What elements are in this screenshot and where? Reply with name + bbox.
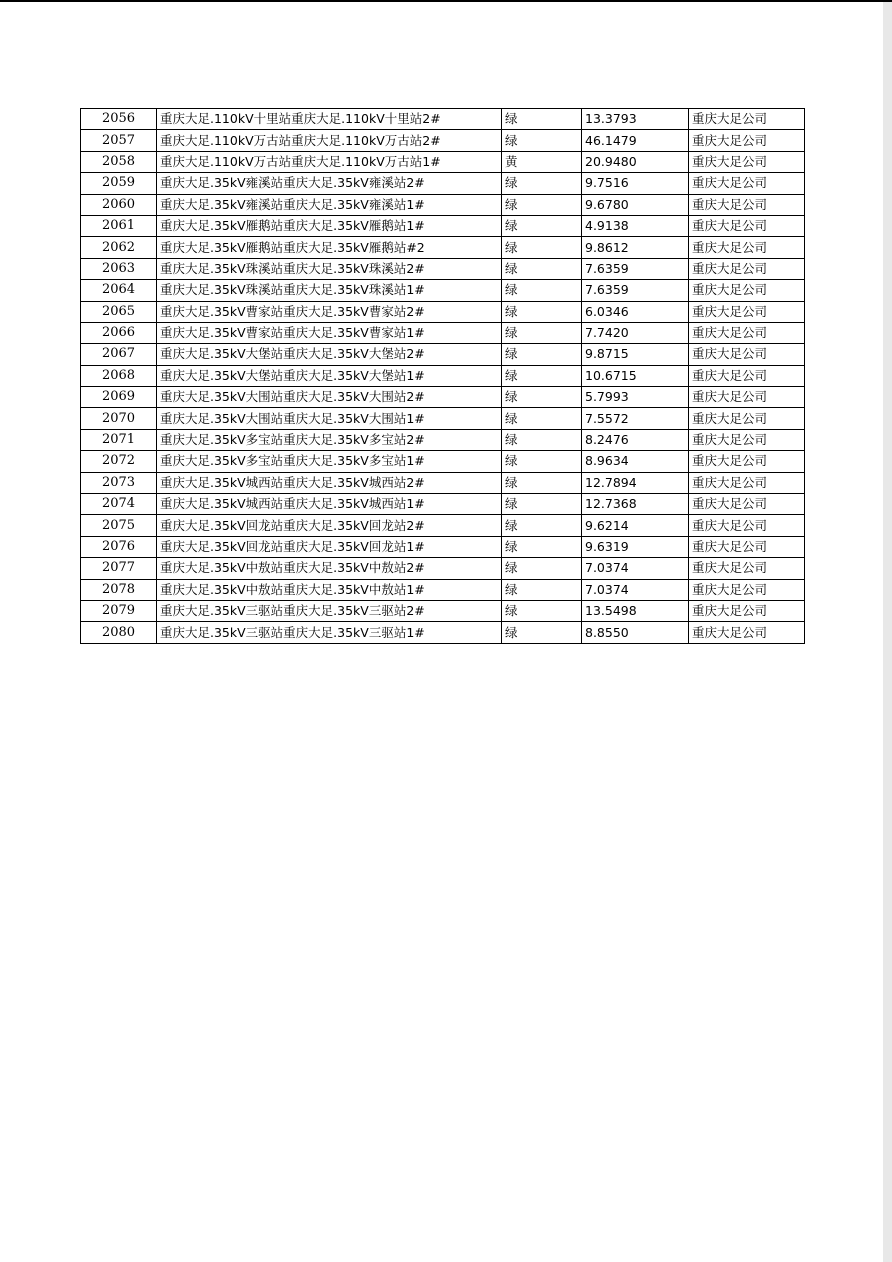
page-top-rule [0, 0, 892, 2]
cell-value: 12.7894 [582, 472, 689, 493]
table-row [81, 344, 805, 365]
cell-status-color: 绿 [502, 579, 582, 600]
table-row [81, 429, 805, 450]
cell-device-name: 重庆大足.35kV曹家站重庆大足.35kV曹家站2# [157, 301, 502, 322]
cell-status-color: 绿 [502, 387, 582, 408]
cell-value: 8.9634 [582, 451, 689, 472]
table-row [81, 536, 805, 557]
cell-company: 重庆大足公司 [689, 622, 805, 643]
cell-company: 重庆大足公司 [689, 579, 805, 600]
cell-device-name: 重庆大足.35kV曹家站重庆大足.35kV曹家站1# [157, 322, 502, 343]
table-row [81, 151, 805, 172]
table-row [81, 322, 805, 343]
cell-row-number: 2070 [81, 408, 157, 429]
cell-device-name: 重庆大足.35kV多宝站重庆大足.35kV多宝站2# [157, 429, 502, 450]
cell-value: 7.0374 [582, 558, 689, 579]
cell-status-color: 黄 [502, 151, 582, 172]
cell-device-name: 重庆大足.35kV回龙站重庆大足.35kV回龙站2# [157, 515, 502, 536]
cell-device-name: 重庆大足.35kV雁鹅站重庆大足.35kV雁鹅站#2 [157, 237, 502, 258]
cell-device-name: 重庆大足.35kV城西站重庆大足.35kV城西站2# [157, 472, 502, 493]
cell-device-name: 重庆大足.35kV大堡站重庆大足.35kV大堡站2# [157, 344, 502, 365]
cell-status-color: 绿 [502, 515, 582, 536]
table-row [81, 194, 805, 215]
cell-company: 重庆大足公司 [689, 215, 805, 236]
cell-row-number: 2073 [81, 472, 157, 493]
table-row [81, 258, 805, 279]
cell-device-name: 重庆大足.35kV回龙站重庆大足.35kV回龙站1# [157, 536, 502, 557]
cell-status-color: 绿 [502, 365, 582, 386]
cell-row-number: 2077 [81, 558, 157, 579]
cell-value: 6.0346 [582, 301, 689, 322]
cell-device-name: 重庆大足.35kV中敖站重庆大足.35kV中敖站2# [157, 558, 502, 579]
cell-company: 重庆大足公司 [689, 344, 805, 365]
cell-status-color: 绿 [502, 173, 582, 194]
cell-value: 7.6359 [582, 280, 689, 301]
cell-device-name: 重庆大足.35kV大堡站重庆大足.35kV大堡站1# [157, 365, 502, 386]
cell-company: 重庆大足公司 [689, 408, 805, 429]
cell-device-name: 重庆大足.35kV珠溪站重庆大足.35kV珠溪站1# [157, 280, 502, 301]
cell-status-color: 绿 [502, 622, 582, 643]
cell-status-color: 绿 [502, 429, 582, 450]
cell-row-number: 2071 [81, 429, 157, 450]
cell-row-number: 2069 [81, 387, 157, 408]
cell-row-number: 2066 [81, 322, 157, 343]
cell-row-number: 2058 [81, 151, 157, 172]
cell-device-name: 重庆大足.35kV三驱站重庆大足.35kV三驱站2# [157, 600, 502, 621]
table-row [81, 600, 805, 621]
cell-company: 重庆大足公司 [689, 258, 805, 279]
cell-row-number: 2064 [81, 280, 157, 301]
cell-status-color: 绿 [502, 536, 582, 557]
table-row [81, 451, 805, 472]
cell-value: 9.7516 [582, 173, 689, 194]
table-row [81, 215, 805, 236]
cell-row-number: 2057 [81, 130, 157, 151]
cell-value: 12.7368 [582, 494, 689, 515]
cell-company: 重庆大足公司 [689, 387, 805, 408]
cell-row-number: 2068 [81, 365, 157, 386]
cell-row-number: 2056 [81, 109, 157, 130]
cell-company: 重庆大足公司 [689, 515, 805, 536]
table-row [81, 558, 805, 579]
cell-value: 9.6214 [582, 515, 689, 536]
cell-value: 7.5572 [582, 408, 689, 429]
cell-row-number: 2067 [81, 344, 157, 365]
cell-row-number: 2074 [81, 494, 157, 515]
cell-company: 重庆大足公司 [689, 365, 805, 386]
cell-status-color: 绿 [502, 109, 582, 130]
cell-company: 重庆大足公司 [689, 451, 805, 472]
cell-company: 重庆大足公司 [689, 194, 805, 215]
cell-company: 重庆大足公司 [689, 301, 805, 322]
cell-company: 重庆大足公司 [689, 600, 805, 621]
cell-company: 重庆大足公司 [689, 280, 805, 301]
cell-device-name: 重庆大足.110kV十里站重庆大足.110kV十里站2# [157, 109, 502, 130]
cell-value: 7.7420 [582, 322, 689, 343]
cell-value: 9.8612 [582, 237, 689, 258]
cell-company: 重庆大足公司 [689, 173, 805, 194]
cell-value: 8.2476 [582, 429, 689, 450]
page-right-gutter [883, 2, 892, 1262]
cell-device-name: 重庆大足.35kV中敖站重庆大足.35kV中敖站1# [157, 579, 502, 600]
cell-status-color: 绿 [502, 472, 582, 493]
cell-row-number: 2059 [81, 173, 157, 194]
table-row [81, 130, 805, 151]
cell-value: 5.7993 [582, 387, 689, 408]
cell-value: 10.6715 [582, 365, 689, 386]
cell-company: 重庆大足公司 [689, 429, 805, 450]
table-row [81, 173, 805, 194]
cell-status-color: 绿 [502, 194, 582, 215]
cell-row-number: 2063 [81, 258, 157, 279]
cell-status-color: 绿 [502, 322, 582, 343]
cell-status-color: 绿 [502, 451, 582, 472]
cell-row-number: 2060 [81, 194, 157, 215]
table-row [81, 494, 805, 515]
table-row [81, 579, 805, 600]
data-table [80, 108, 805, 644]
cell-value: 46.1479 [582, 130, 689, 151]
cell-value: 13.5498 [582, 600, 689, 621]
cell-row-number: 2062 [81, 237, 157, 258]
cell-status-color: 绿 [502, 494, 582, 515]
table-row [81, 301, 805, 322]
cell-status-color: 绿 [502, 301, 582, 322]
cell-value: 13.3793 [582, 109, 689, 130]
cell-status-color: 绿 [502, 280, 582, 301]
cell-row-number: 2061 [81, 215, 157, 236]
cell-row-number: 2065 [81, 301, 157, 322]
cell-device-name: 重庆大足.35kV雍溪站重庆大足.35kV雍溪站1# [157, 194, 502, 215]
cell-value: 4.9138 [582, 215, 689, 236]
cell-device-name: 重庆大足.110kV万古站重庆大足.110kV万古站2# [157, 130, 502, 151]
cell-status-color: 绿 [502, 600, 582, 621]
cell-device-name: 重庆大足.35kV大围站重庆大足.35kV大围站2# [157, 387, 502, 408]
cell-row-number: 2075 [81, 515, 157, 536]
cell-company: 重庆大足公司 [689, 130, 805, 151]
cell-company: 重庆大足公司 [689, 322, 805, 343]
cell-company: 重庆大足公司 [689, 472, 805, 493]
cell-value: 7.0374 [582, 579, 689, 600]
cell-company: 重庆大足公司 [689, 536, 805, 557]
table-row [81, 237, 805, 258]
cell-company: 重庆大足公司 [689, 494, 805, 515]
cell-device-name: 重庆大足.35kV多宝站重庆大足.35kV多宝站1# [157, 451, 502, 472]
cell-device-name: 重庆大足.110kV万古站重庆大足.110kV万古站1# [157, 151, 502, 172]
table-body [81, 109, 805, 644]
table-row [81, 408, 805, 429]
cell-status-color: 绿 [502, 558, 582, 579]
cell-value: 9.6319 [582, 536, 689, 557]
table-row [81, 387, 805, 408]
cell-row-number: 2076 [81, 536, 157, 557]
cell-status-color: 绿 [502, 215, 582, 236]
cell-status-color: 绿 [502, 408, 582, 429]
cell-status-color: 绿 [502, 130, 582, 151]
cell-value: 20.9480 [582, 151, 689, 172]
table-row [81, 280, 805, 301]
cell-device-name: 重庆大足.35kV城西站重庆大足.35kV城西站1# [157, 494, 502, 515]
cell-value: 9.6780 [582, 194, 689, 215]
cell-device-name: 重庆大足.35kV大围站重庆大足.35kV大围站1# [157, 408, 502, 429]
cell-company: 重庆大足公司 [689, 151, 805, 172]
cell-device-name: 重庆大足.35kV雁鹅站重庆大足.35kV雁鹅站1# [157, 215, 502, 236]
cell-company: 重庆大足公司 [689, 558, 805, 579]
cell-status-color: 绿 [502, 237, 582, 258]
cell-value: 8.8550 [582, 622, 689, 643]
cell-value: 7.6359 [582, 258, 689, 279]
cell-company: 重庆大足公司 [689, 109, 805, 130]
cell-row-number: 2080 [81, 622, 157, 643]
table-row [81, 365, 805, 386]
cell-row-number: 2072 [81, 451, 157, 472]
cell-device-name: 重庆大足.35kV三驱站重庆大足.35kV三驱站1# [157, 622, 502, 643]
table-row [81, 472, 805, 493]
cell-company: 重庆大足公司 [689, 237, 805, 258]
table-row [81, 622, 805, 643]
cell-device-name: 重庆大足.35kV珠溪站重庆大足.35kV珠溪站2# [157, 258, 502, 279]
cell-value: 9.8715 [582, 344, 689, 365]
table-row [81, 515, 805, 536]
cell-row-number: 2078 [81, 579, 157, 600]
cell-status-color: 绿 [502, 258, 582, 279]
cell-status-color: 绿 [502, 344, 582, 365]
cell-device-name: 重庆大足.35kV雍溪站重庆大足.35kV雍溪站2# [157, 173, 502, 194]
cell-row-number: 2079 [81, 600, 157, 621]
table-row [81, 109, 805, 130]
